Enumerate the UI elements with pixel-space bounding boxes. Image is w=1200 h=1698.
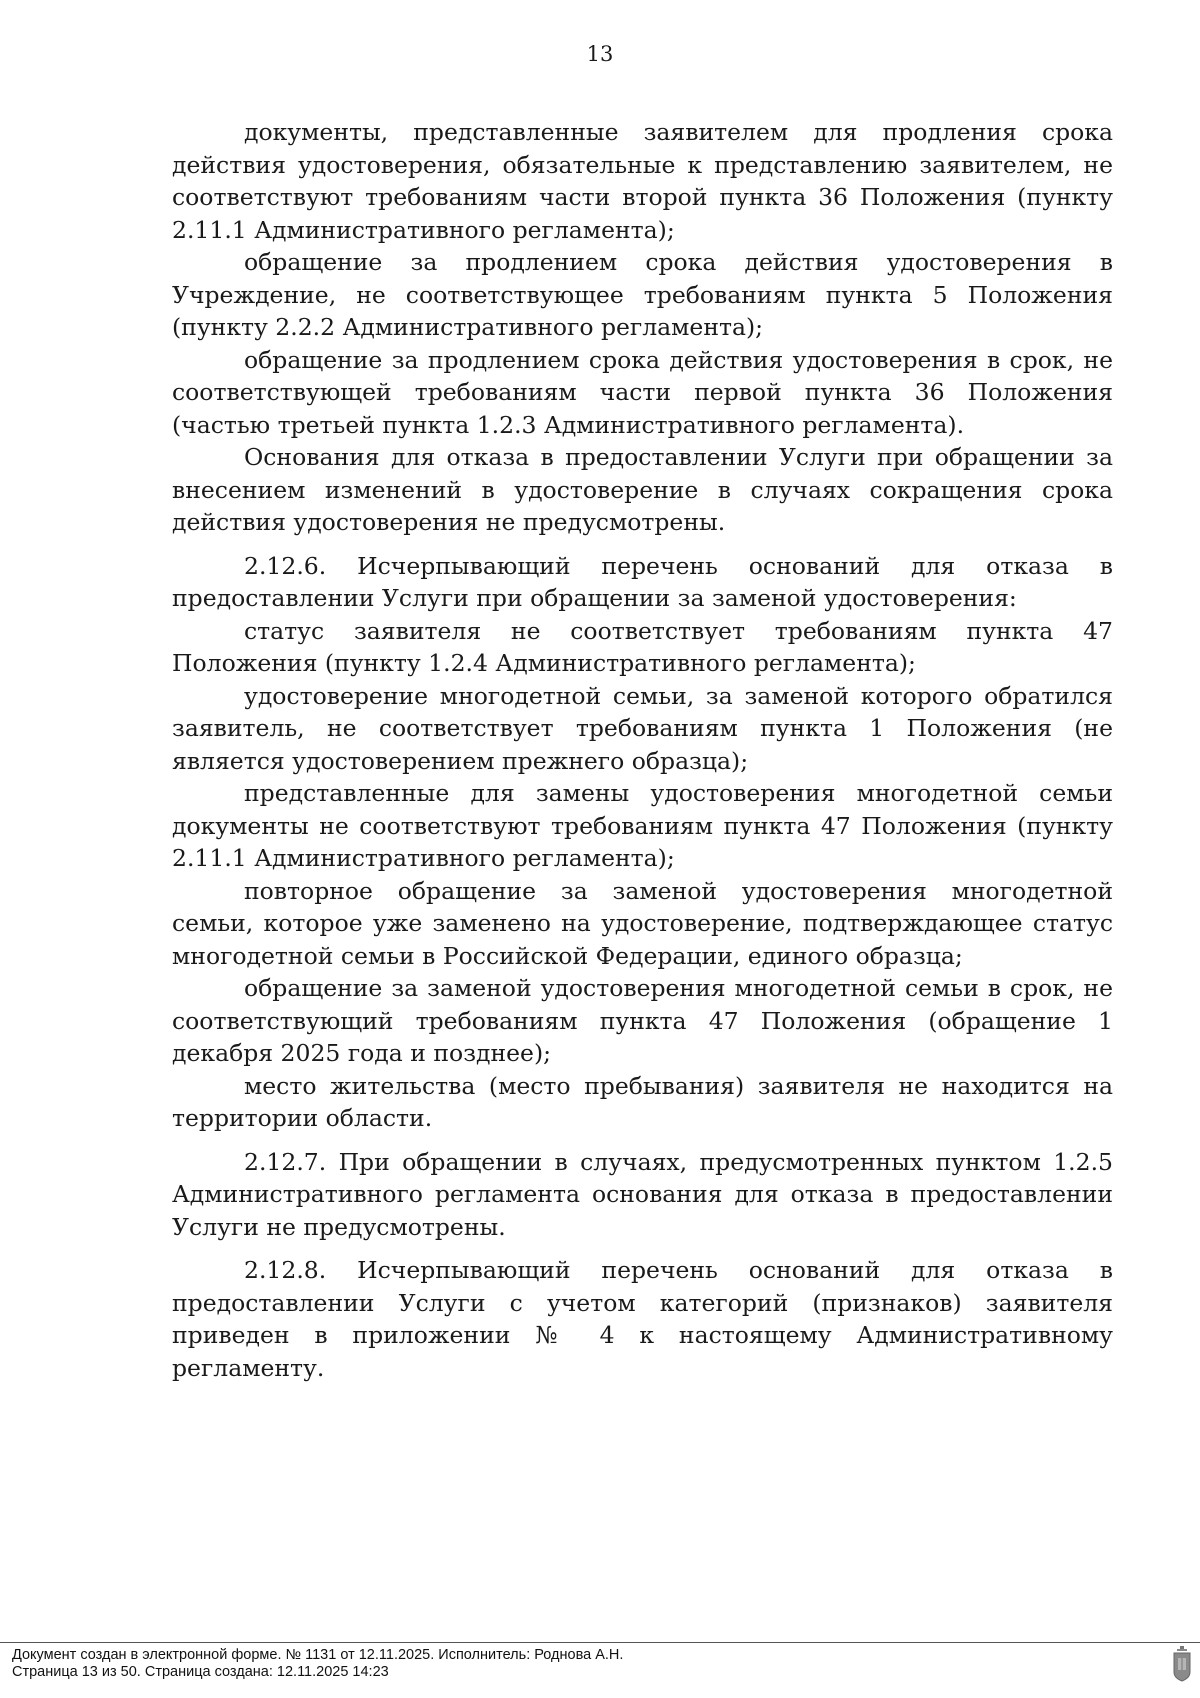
paragraph: удостоверение многодетной семьи, за заменой которого обратился заявитель, не соответствует требованиям пункта 1 Положения (не является удостоверением прежнего образца);: [172, 681, 1113, 775]
section-2-12-7: 2.12.7. При обращении в случаях, предусмотренных пунктом 1.2.5 Административного регламента основания для отказа в предоставлении Услуги не предусмотрены.: [172, 1147, 1113, 1241]
paragraph: обращение за продлением срока действия удостоверения в срок, не соответствующей требованиям части первой пункта 36 Положения (частью третьей пункта 1.2.3 Административного регламента).: [172, 345, 1113, 439]
footer-line-1: Документ создан в электронной форме. № 1131 от 12.11.2025. Исполнитель: Роднова А.Н.: [12, 1647, 624, 1663]
section-2-12-6: 2.12.6. Исчерпывающий перечень оснований для отказа в предоставлении Услуги при обращении за заменой удостоверения:: [172, 551, 1113, 612]
paragraph: обращение за продлением срока действия удостоверения в Учреждение, не соответствующее требованиям пункта 5 Положения (пункту 2.2.2 Административного регламента);: [172, 248, 1113, 341]
section-2-12-8: 2.12.8. Исчерпывающий перечень оснований для отказа в предоставлении Услуги с учетом категорий (признаков) заявителя приведен в приложении № 4 к настоящему Административному регламенту.: [172, 1256, 1113, 1382]
paragraph: обращение за заменой удостоверения многодетной семьи в срок, не соответствующий требованиям пункта 47 Положения (обращение 1 декабря 2025 года и позднее);: [172, 974, 1113, 1067]
paragraph: представленные для замены удостоверения многодетной семьи документы не соответствуют требованиям пункта 47 Положения (пункту 2.11.1 Административного регламента);: [172, 779, 1113, 872]
coat-of-arms-icon: [1172, 1646, 1192, 1682]
paragraph: документы, представленные заявителем для продления срока действия удостоверения, обязательные к представлению заявителем, не соответствуют требованиям части второй пункта 36 Положения (пункту 2.11.1 Административного регламента);: [172, 118, 1113, 244]
document-body: [172, 116, 1113, 1384]
page-number: 13: [586, 42, 614, 66]
footer-divider: [0, 1642, 1200, 1643]
document-footer: [12, 1647, 623, 1681]
paragraph: Основания для отказа в предоставлении Услуги при обращении за внесением изменений в удостоверение в случаях сокращения срока действия удостоверения не предусмотрены.: [172, 443, 1113, 536]
footer-line-2: Страница 13 из 50. Страница создана: 12.11.2025 14:23: [12, 1664, 389, 1680]
paragraph: статус заявителя не соответствует требованиям пункта 47 Положения (пункту 1.2.4 Административного регламента);: [172, 616, 1113, 677]
paragraph: повторное обращение за заменой удостоверения многодетной семьи, которое уже заменено на удостоверение, подтверждающее статус многодетной семьи в Российской Федерации, единого образца;: [172, 876, 1113, 970]
paragraph: место жительства (место пребывания) заявителя не находится на территории области.: [172, 1071, 1113, 1132]
